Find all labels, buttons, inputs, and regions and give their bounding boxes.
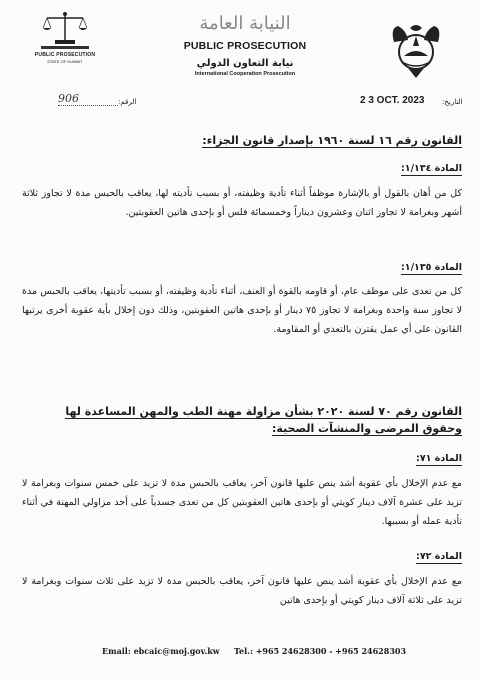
article-135-text: كل من تعدى على موظف عام، أو قاومه بالقوة أو العنف، أثناء تأدية وظيفته، أو بسبب تأديتها، يعاقب بالحبس مدة لا تجاوز سنة واحدة وبغرامة لا تجاوز ٧٥ دينار أو بإحدى هاتين العقوبتين، وذلك دون إخلال بأية عقوبة أخرى يرتبها القانون على أي عمل يقترن بالتعدي أو المقاومة. xyxy=(22,286,462,335)
article-134-heading: المادة ١/١٣٤: xyxy=(400,163,462,174)
document-date: 2 3 OCT. 2023 xyxy=(360,95,425,106)
arabic-subtitle: نيابة التعاون الدولي xyxy=(196,58,294,69)
article-135-heading: المادة ١/١٣٥: xyxy=(400,262,462,273)
state-emblem xyxy=(388,20,444,84)
footer-phone: Tel.: +965 24628300 - +965 24628303 xyxy=(234,646,407,656)
scales-of-justice-icon xyxy=(37,10,93,50)
english-title: PUBLIC PROSECUTION xyxy=(183,40,307,52)
article-71-text: مع عدم الإخلال بأي عقوبة أشد ينص عليها قانون آخر، يعاقب بالحبس مدة لا تزيد على خمس سنوات وبغرامة لا تزيد على عشرة آلاف دينار كويتي أو بإحدى هاتين العقوبتين كل من تعدى جسدياً على أحد مزاولي المهنة في أثناء تأدية عمله أو بسببها. xyxy=(22,478,462,527)
arabic-title: النيابة العامة xyxy=(199,13,291,34)
article-134-text: كل من أهان بالقول أو بالإشارة موظفاً أثناء تأدية وظيفته، أو بسبب تأديته لها، يعاقب بالحبس مدة لا تجاوز ثلاثة أشهر وبغرامة لا تجاوز اثنان وعشرون ديناراً وخمسمائة فلس أو بإحدى هاتين العقوبتين. xyxy=(22,188,462,218)
header-title-block xyxy=(170,12,320,77)
article-72-text: مع عدم الإخلال بأي عقوبة أشد ينص عليها قانون آخر، يعاقب بالحبس مدة لا تزيد على ثلاث سنوات وبغرامة لا تزيد على ثلاثة آلاف دينار كويتي أو بإحدى هاتين xyxy=(22,576,462,606)
emblem-subcaption: STATE OF KUWAIT xyxy=(47,59,83,64)
prosecution-emblem xyxy=(28,10,102,64)
article-72-heading: المادة ٧٢: xyxy=(416,551,462,562)
date-label: التاريخ: xyxy=(442,98,463,106)
emblem-caption: PUBLIC PROSECUTION xyxy=(34,52,96,58)
law-1-title: القانون رقم ١٦ لسنة ١٩٦٠ بإصدار قانون الجزاء: xyxy=(202,134,462,147)
footer-email: Email: ebcaic@moj.gov.kw xyxy=(102,646,220,656)
reference-label: الرقم: xyxy=(118,98,137,106)
law-2-title: القانون رقم ٧٠ لسنة ٢٠٢٠ بشأن مزاولة مهنة الطب والمهن المساعدة لها وحقوق المرضى والمنشآت الصحية: xyxy=(65,405,462,435)
coat-of-arms-icon xyxy=(388,20,444,80)
article-71-heading: المادة ٧١: xyxy=(416,453,462,464)
english-subtitle: International Cooperation Prosecution xyxy=(194,71,296,77)
reference-number: 906 xyxy=(58,92,118,106)
